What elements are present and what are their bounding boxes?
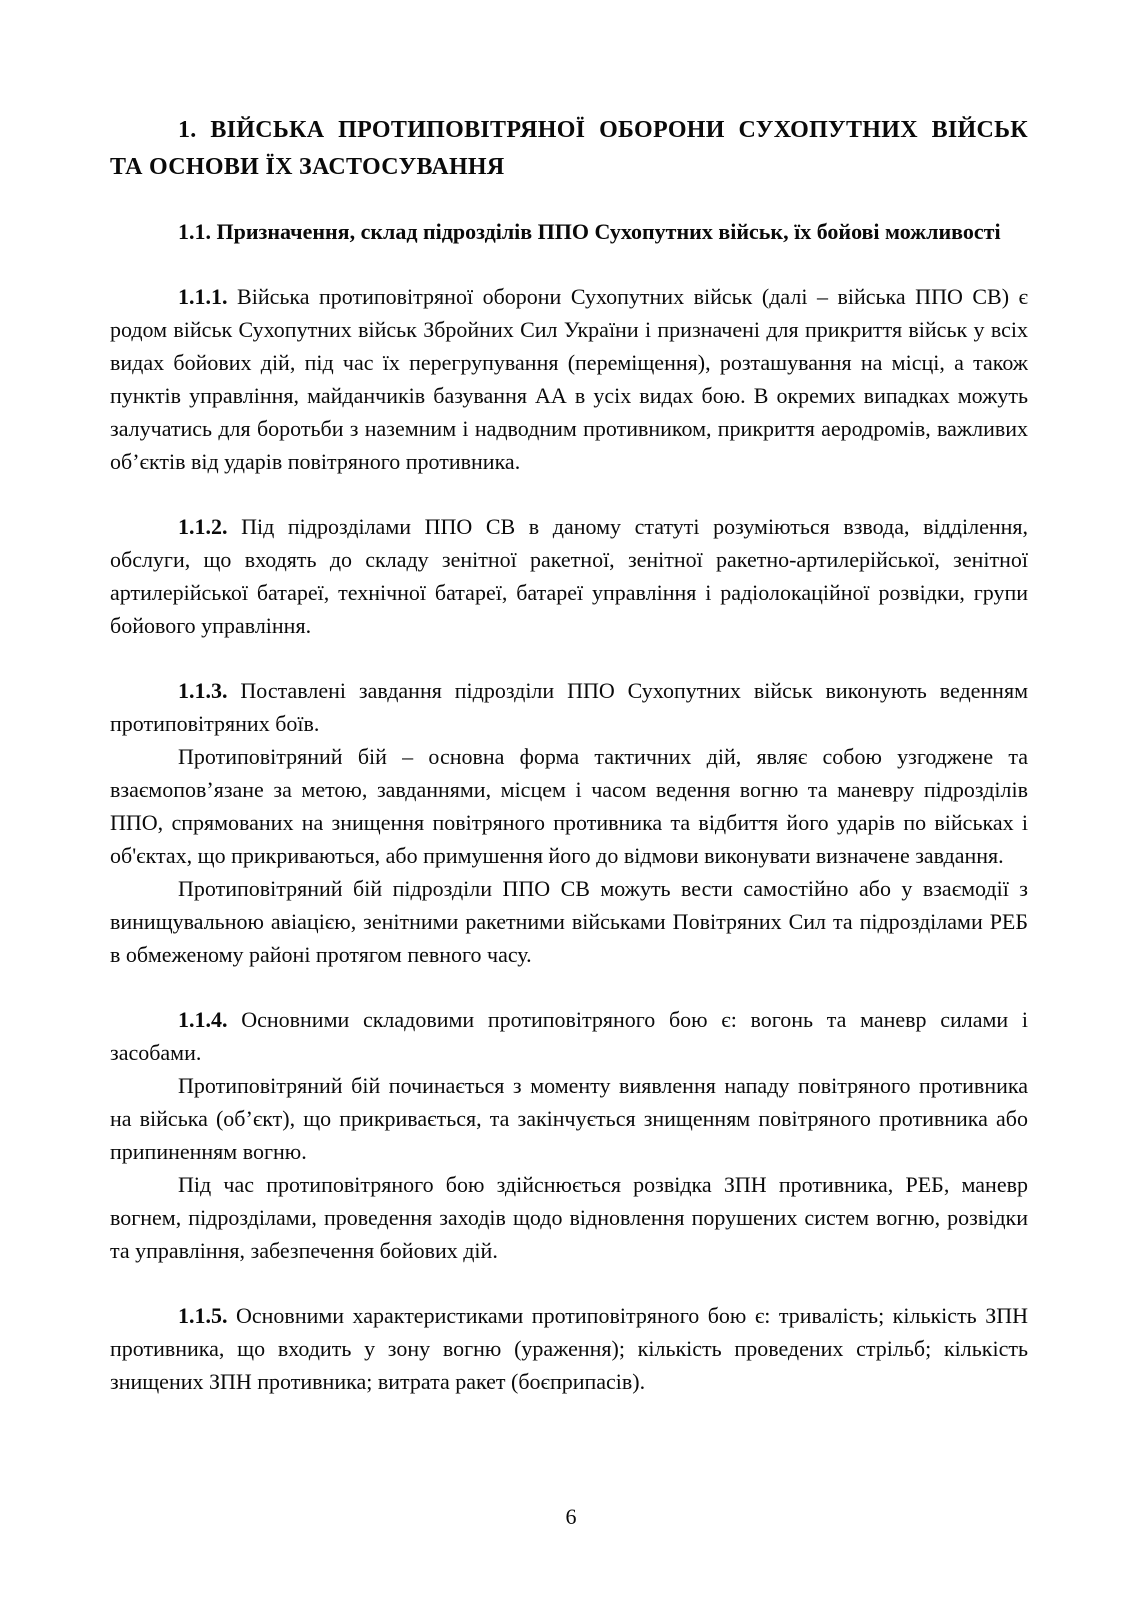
paragraph-1-1-4-cont-2 bbox=[110, 1168, 1028, 1267]
paragraph-text: Протиповітряний бій починається з моменту виявлення нападу повітряного противника на війська (об’єкт), що прикривається, та закінчується знищенням повітряного противника або припиненням вогню. bbox=[110, 1073, 1028, 1164]
paragraph-1-1-5 bbox=[110, 1299, 1028, 1398]
paragraph-1-1-3-cont-1 bbox=[110, 740, 1028, 872]
paragraph-number: 1.1.4. bbox=[178, 1007, 228, 1032]
paragraph-number: 1.1.1. bbox=[178, 284, 228, 309]
page-number: 6 bbox=[565, 1504, 577, 1529]
paragraph-1-1-2 bbox=[110, 510, 1028, 642]
paragraph-text: Основними характеристиками протиповітряного бою є: тривалість; кількість ЗПН противника, що входить у зону вогню (ураження); кількість проведених стрільб; кількість знищених ЗПН противника; витрата ракет (боєприпасів). bbox=[110, 1303, 1029, 1394]
paragraph-text: Основними складовими протиповітряного бою є: вогонь та маневр силами і засобами. bbox=[110, 1007, 1029, 1065]
paragraph-number: 1.1.3. bbox=[178, 678, 228, 703]
paragraph-text: Під час протиповітряного бою здійснюється розвідка ЗПН противника, РЕБ, маневр вогнем, підрозділами, проведення заходів щодо відновлення порушених систем вогню, розвідки та управління, забезпечення бойових дій. bbox=[110, 1172, 1028, 1263]
paragraph-1-1-4 bbox=[110, 1003, 1028, 1069]
chapter-title: 1. ВІЙСЬКА ПРОТИПОВІТРЯНОЇ ОБОРОНИ СУХОПУТНИХ ВІЙСЬК ТА ОСНОВИ ЇХ ЗАСТОСУВАННЯ bbox=[110, 117, 1028, 180]
paragraph-1-1-4-cont-1 bbox=[110, 1069, 1028, 1168]
paragraph-1-1-1 bbox=[110, 280, 1028, 478]
paragraph-number: 1.1.2. bbox=[178, 514, 228, 539]
paragraph-text: Під підрозділами ППО СВ в даному статуті розуміються взвода, відділення, обслуги, що входять до складу зенітної ракетної, зенітної ракетно-артилерійської, зенітної артилерійської батареї, технічної батареї, батареї управління і радіолокаційної розвідки, групи бойового управління. bbox=[110, 514, 1029, 638]
paragraph-text: Протиповітряний бій підрозділи ППО СВ можуть вести самостійно або у взаємодії з винищувальною авіацією, зенітними ракетними військами Повітряних Сил та підрозділами РЕБ в обмеженому районі протягом певного часу. bbox=[110, 876, 1028, 967]
paragraph-text: Протиповітряний бій – основна форма тактичних дій, являє собою узгоджене та взаємопов’язане за метою, завданнями, місцем і часом ведення вогню та маневру підрозділів ППО, спрямованих на знищення повітряного противника та відбиття його ударів по військах і об'єктах, що прикриваються, або примушення його до відмови виконувати визначене завдання. bbox=[110, 744, 1028, 868]
paragraph-1-1-3 bbox=[110, 674, 1028, 740]
paragraph-number: 1.1.5. bbox=[178, 1303, 228, 1328]
section-heading: 1.1. Призначення, склад підрозділів ППО Сухопутних військ, їх бойові можливості bbox=[178, 219, 1001, 244]
paragraph-text: Війська протиповітряної оборони Сухопутних військ (далі – війська ППО СВ) є родом військ Сухопутних військ Збройних Сил України і призначені для прикриття військ у всіх видах бойових дій, під час їх перегрупування (переміщення), розташування на місці, а також пунктів управління, майданчиків базування АА в усіх видах бою. В окремих випадках можуть залучатись для боротьби з наземним і надводним противником, прикриття аеродромів, важливих об’єктів від ударів повітряного противника. bbox=[110, 284, 1029, 474]
paragraph-text: Поставлені завдання підрозділи ППО Сухопутних військ виконують веденням протиповітряних боїв. bbox=[110, 678, 1028, 736]
paragraph-1-1-3-cont-2 bbox=[110, 872, 1028, 971]
